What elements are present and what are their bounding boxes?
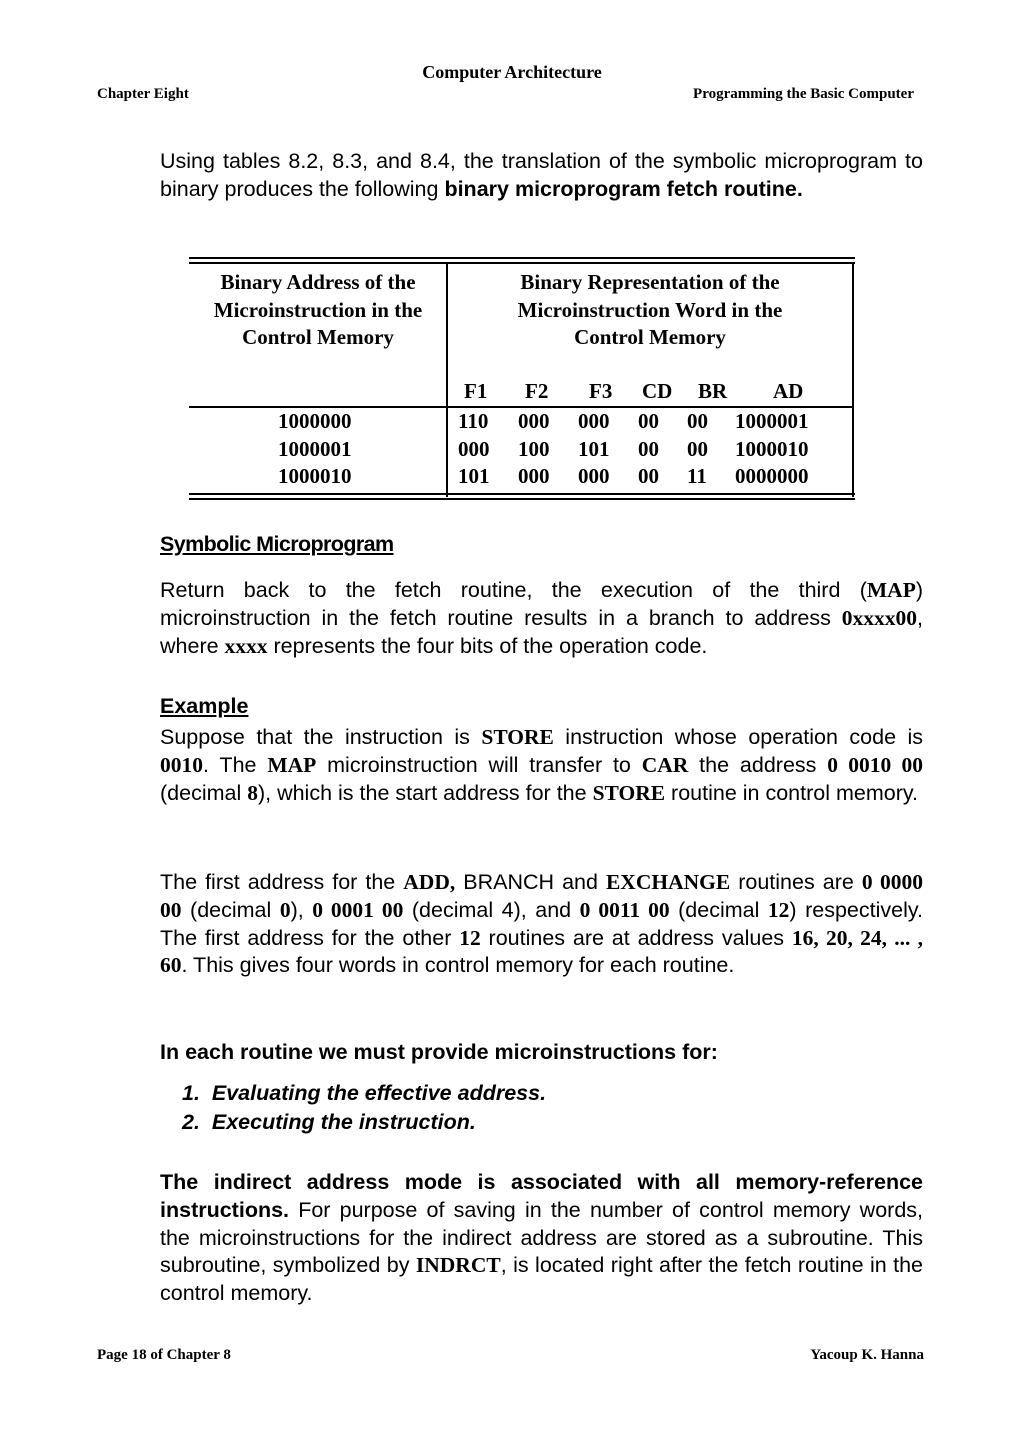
col1-header-line: Control Memory bbox=[242, 325, 394, 349]
row-address: 1000000 bbox=[278, 409, 352, 433]
list-item: 1. Evaluating the effective address. bbox=[182, 1081, 547, 1105]
keyword-address: 0 0000 00 bbox=[160, 870, 924, 922]
list-item: 2. Executing the instruction. bbox=[182, 1110, 476, 1134]
col2-header-line: Control Memory bbox=[574, 325, 726, 349]
row-f1: 000 bbox=[458, 437, 490, 461]
text: (decimal bbox=[669, 897, 768, 922]
row-f3: 101 bbox=[578, 437, 610, 461]
page-number: Page 18 of Chapter 8 bbox=[97, 1347, 231, 1363]
row-f3: 000 bbox=[578, 409, 610, 433]
text: instruction whose operation code is bbox=[553, 725, 924, 749]
row-cd: 00 bbox=[638, 437, 659, 461]
first-address-paragraph bbox=[160, 869, 923, 980]
page-header-section: Programming the Basic Computer bbox=[693, 86, 914, 102]
routine-heading: In each routine we must provide microinstructions for: bbox=[160, 1040, 718, 1064]
keyword-values: 16, 20, 24, ... , 60 bbox=[160, 925, 923, 978]
keyword-decimal: 12 bbox=[767, 897, 790, 922]
col1-header-line: Binary Address of the bbox=[220, 270, 416, 294]
row-f2: 000 bbox=[518, 464, 550, 488]
indirect-bold: The indirect address mode is associated with all memory-reference instructions. bbox=[160, 1170, 923, 1222]
field-label-f1: F1 bbox=[464, 379, 488, 403]
keyword-decimal: 0 bbox=[279, 897, 291, 922]
table-top-rule-1 bbox=[189, 257, 855, 259]
text: (decimal bbox=[181, 897, 280, 922]
author-name: Yacoup K. Hanna bbox=[810, 1347, 924, 1363]
field-label-f3: F3 bbox=[589, 379, 613, 403]
text: routines are bbox=[730, 870, 862, 894]
row-f1: 101 bbox=[458, 464, 490, 488]
row-cd: 00 bbox=[638, 409, 659, 433]
text: represents the four bits of the operation code. bbox=[267, 633, 708, 658]
row-br: 00 bbox=[687, 409, 708, 433]
text: The first address for the bbox=[160, 870, 404, 894]
text: Suppose that the instruction is bbox=[160, 725, 482, 749]
text: routine in control memory. bbox=[665, 780, 918, 805]
indirect-paragraph bbox=[160, 1169, 923, 1308]
text: (decimal bbox=[160, 780, 248, 805]
keyword-add: ADD, bbox=[403, 870, 456, 894]
keyword-store: STORE bbox=[481, 725, 554, 749]
intro-bold: binary microprogram fetch routine. bbox=[444, 176, 803, 201]
keyword-map: MAP bbox=[866, 578, 916, 602]
keyword-address: 0xxxx00 bbox=[841, 605, 918, 630]
text: For purpose of saving in the number of control memory words, the microinstructions for the indirect address are stored as a subroutine. This subroutine, symbolized by bbox=[160, 1197, 923, 1278]
col2-header-line: Binary Representation of the bbox=[520, 270, 780, 294]
text: , is located right after the fetch routine in the control memory. bbox=[160, 1253, 924, 1306]
binary-microprogram-table bbox=[189, 257, 855, 502]
keyword-map: MAP bbox=[267, 752, 317, 777]
row-address: 1000001 bbox=[278, 437, 352, 461]
text: . This gives four words in control memory for each routine. bbox=[181, 953, 735, 978]
text: ), which is the start address for the bbox=[257, 780, 593, 805]
keyword-store: STORE bbox=[592, 780, 666, 805]
symbolic-heading: Symbolic Microprogram bbox=[160, 532, 394, 556]
text: (decimal 4), and bbox=[403, 897, 580, 922]
table-bottom-rule-1 bbox=[189, 493, 855, 495]
table-bottom-rule-2 bbox=[189, 498, 855, 500]
example-paragraph bbox=[160, 724, 923, 807]
table-top-rule-2 bbox=[189, 262, 855, 264]
keyword-decimal: 8 bbox=[247, 780, 258, 805]
field-label-br: BR bbox=[698, 379, 728, 403]
col1-header bbox=[189, 269, 447, 352]
text: ), bbox=[290, 897, 313, 922]
row-ad: 1000001 bbox=[735, 409, 809, 433]
field-label-ad: AD bbox=[773, 379, 804, 403]
text: BRANCH and bbox=[455, 870, 606, 894]
row-br: 00 bbox=[687, 437, 708, 461]
field-label-cd: CD bbox=[642, 379, 673, 403]
keyword-code: 0010 bbox=[160, 752, 203, 777]
field-label-f2: F2 bbox=[525, 379, 549, 403]
text: , where bbox=[160, 605, 923, 658]
keyword-car: CAR bbox=[641, 752, 689, 777]
symbolic-paragraph bbox=[160, 577, 923, 660]
row-f1: 110 bbox=[458, 409, 489, 433]
intro-text: Using tables 8.2, 8.3, and 8.4, the translation of the symbolic microprogram to binary produces the following bbox=[160, 149, 923, 201]
row-ad: 0000000 bbox=[735, 464, 809, 488]
row-f2: 100 bbox=[518, 437, 550, 461]
text: microinstruction will transfer to bbox=[316, 752, 642, 777]
row-cd: 00 bbox=[638, 464, 659, 488]
keyword-indrct: INDRCT bbox=[415, 1253, 501, 1278]
text: the address bbox=[688, 752, 828, 777]
text: routines are at address values bbox=[480, 925, 792, 950]
row-address: 1000010 bbox=[278, 464, 352, 488]
text: Return back to the fetch routine, the execution of the third ( bbox=[160, 578, 867, 602]
keyword-xxxx: xxxx bbox=[224, 633, 268, 658]
row-ad: 1000010 bbox=[735, 437, 809, 461]
keyword-count: 12 bbox=[459, 925, 481, 950]
col2-header-line: Microinstruction Word in the bbox=[517, 297, 783, 322]
keyword-address: 0 0010 00 bbox=[827, 752, 923, 777]
page-header-title: Computer Architecture bbox=[422, 62, 602, 82]
col2-header bbox=[447, 269, 853, 352]
example-heading: Example bbox=[160, 694, 249, 718]
row-br: 11 bbox=[687, 464, 707, 488]
keyword-address: 0 0001 00 bbox=[312, 897, 404, 922]
page-header-chapter: Chapter Eight bbox=[97, 86, 189, 102]
text: . The bbox=[203, 752, 268, 777]
intro-paragraph bbox=[160, 148, 923, 204]
text: ) respectively. The first address for the other bbox=[160, 897, 924, 950]
keyword-address: 0 0011 00 bbox=[579, 897, 670, 922]
row-f3: 000 bbox=[578, 464, 610, 488]
col1-header-line: Microinstruction in the bbox=[213, 297, 423, 322]
row-f2: 000 bbox=[518, 409, 550, 433]
keyword-exchange: EXCHANGE bbox=[605, 870, 731, 894]
text: ) microinstruction in the fetch routine results in a branch to address bbox=[160, 578, 923, 630]
